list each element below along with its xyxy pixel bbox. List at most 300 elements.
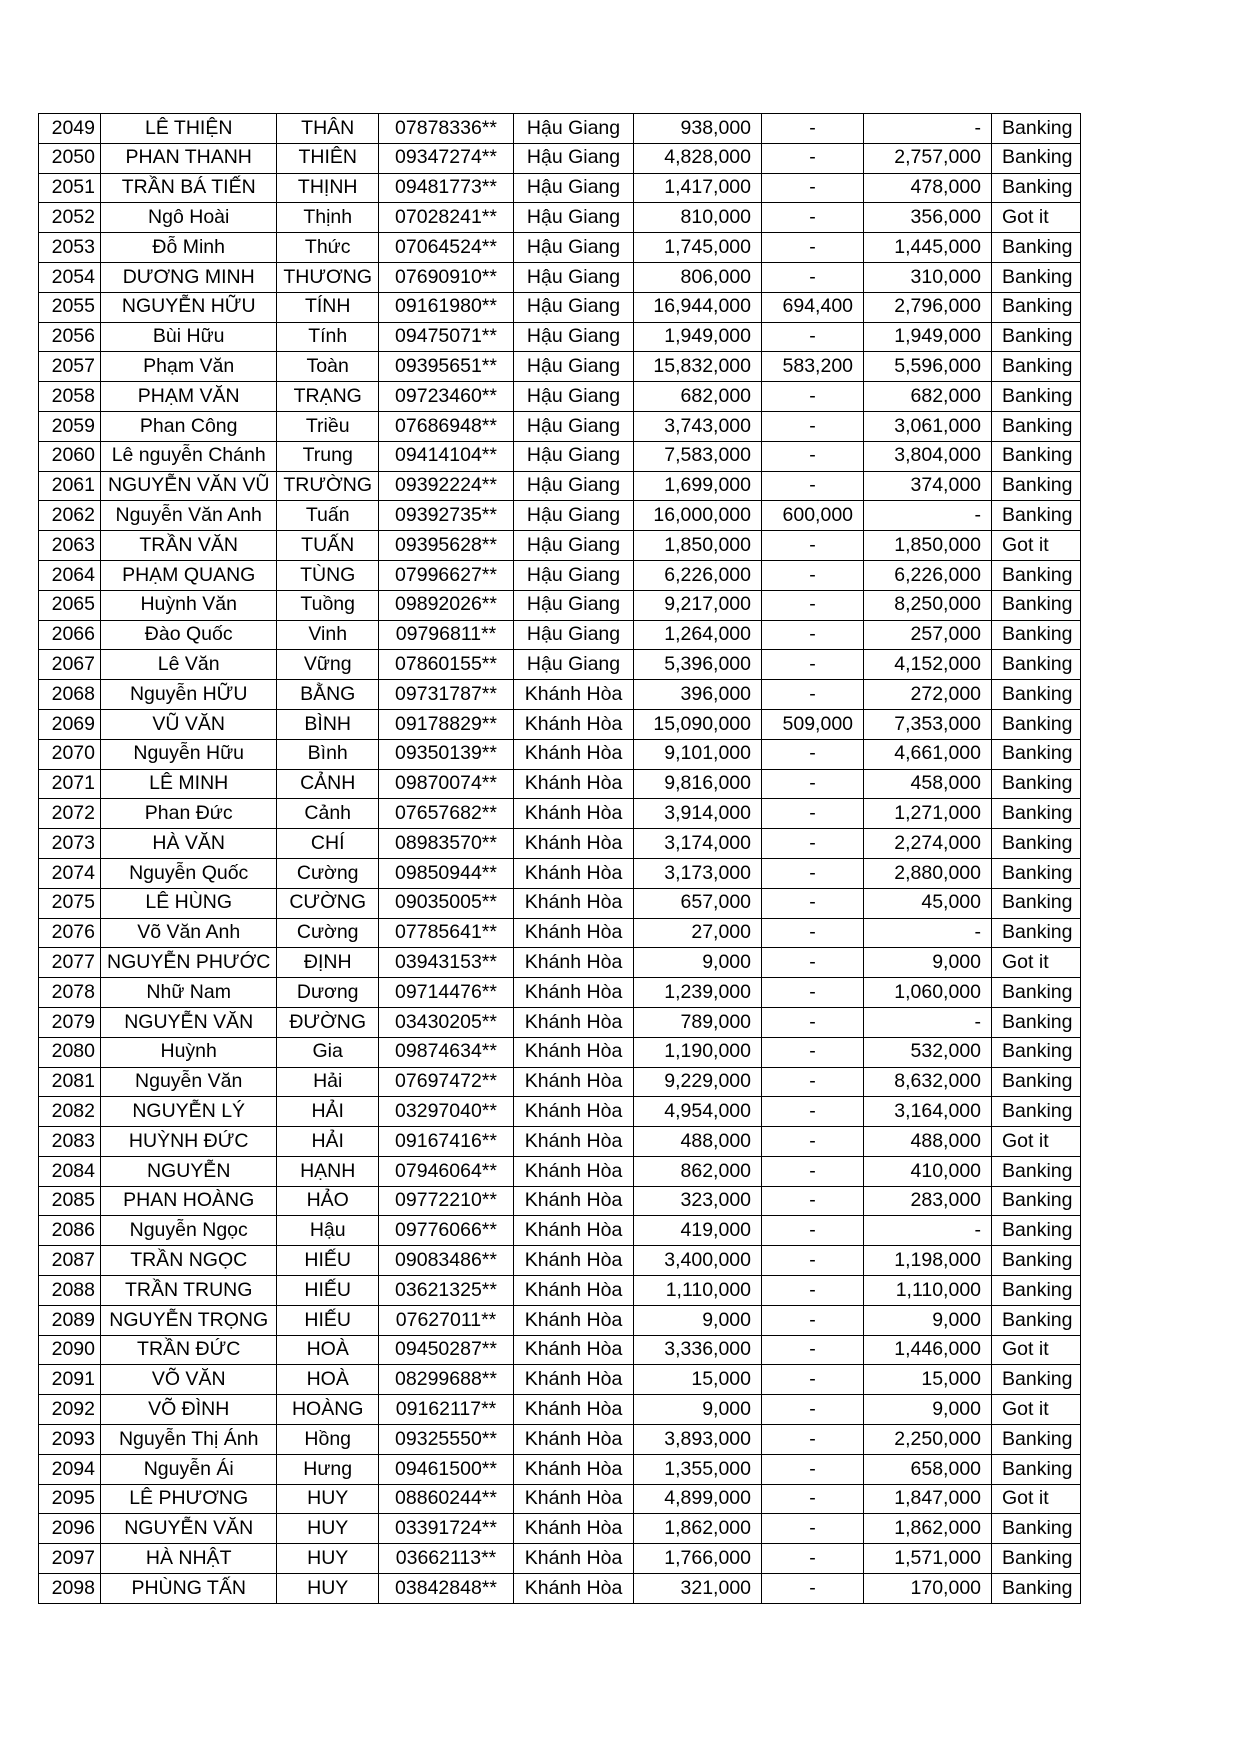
table-row: [39, 620, 1081, 650]
amount-cell: 3,893,000: [634, 1425, 762, 1455]
row-number-cell: 2060: [39, 441, 101, 471]
amount-cell: 3,174,000: [634, 829, 762, 859]
surname-cell: HUỲNH ĐỨC: [101, 1127, 277, 1157]
surname-cell: Lê Văn: [101, 650, 277, 680]
row-number-cell: 2082: [39, 1097, 101, 1127]
amount-cell: 9,229,000: [634, 1067, 762, 1097]
table-row: [39, 1186, 1081, 1216]
row-number-cell: 2083: [39, 1127, 101, 1157]
paid-amount-cell: -: [864, 114, 992, 144]
row-number-cell: 2094: [39, 1454, 101, 1484]
payment-method-cell: Banking: [992, 590, 1081, 620]
amount-cell: 9,000: [634, 948, 762, 978]
paid-amount-cell: 45,000: [864, 888, 992, 918]
given-name-cell: CƯỜNG: [277, 888, 379, 918]
table-row: [39, 233, 1081, 263]
given-name-cell: ĐỊNH: [277, 948, 379, 978]
deduction-cell: -: [762, 858, 864, 888]
surname-cell: Nguyễn HỮU: [101, 680, 277, 710]
row-number-cell: 2097: [39, 1544, 101, 1574]
given-name-cell: TÍNH: [277, 292, 379, 322]
payment-method-cell: Banking: [992, 471, 1081, 501]
surname-cell: NGUYỄN: [101, 1156, 277, 1186]
paid-amount-cell: 4,152,000: [864, 650, 992, 680]
province-cell: Hậu Giang: [514, 471, 634, 501]
deduction-cell: -: [762, 918, 864, 948]
row-number-cell: 2049: [39, 114, 101, 144]
payment-method-cell: Banking: [992, 620, 1081, 650]
amount-cell: 488,000: [634, 1127, 762, 1157]
table-row: [39, 918, 1081, 948]
paid-amount-cell: 170,000: [864, 1574, 992, 1604]
paid-amount-cell: 1,949,000: [864, 322, 992, 352]
payment-method-cell: Banking: [992, 858, 1081, 888]
given-name-cell: Gia: [277, 1037, 379, 1067]
row-number-cell: 2053: [39, 233, 101, 263]
given-name-cell: THIÊN: [277, 143, 379, 173]
deduction-cell: -: [762, 471, 864, 501]
phone-cell: 07878336**: [379, 114, 514, 144]
table-row: [39, 739, 1081, 769]
surname-cell: Võ Văn Anh: [101, 918, 277, 948]
table-row: [39, 650, 1081, 680]
table-row: [39, 1037, 1081, 1067]
row-number-cell: 2052: [39, 203, 101, 233]
surname-cell: Phạm Văn: [101, 352, 277, 382]
row-number-cell: 2089: [39, 1305, 101, 1335]
phone-cell: 03842848**: [379, 1574, 514, 1604]
payment-method-cell: Got it: [992, 1127, 1081, 1157]
amount-cell: 1,190,000: [634, 1037, 762, 1067]
deduction-cell: -: [762, 322, 864, 352]
given-name-cell: HUY: [277, 1484, 379, 1514]
surname-cell: PHÙNG TẤN: [101, 1574, 277, 1604]
phone-cell: 09392735**: [379, 501, 514, 531]
row-number-cell: 2055: [39, 292, 101, 322]
phone-cell: 09776066**: [379, 1216, 514, 1246]
surname-cell: LÊ HÙNG: [101, 888, 277, 918]
amount-cell: 3,743,000: [634, 411, 762, 441]
row-number-cell: 2056: [39, 322, 101, 352]
payment-method-cell: Banking: [992, 1097, 1081, 1127]
payment-method-cell: Banking: [992, 1216, 1081, 1246]
given-name-cell: Tính: [277, 322, 379, 352]
table-row: [39, 292, 1081, 322]
paid-amount-cell: 488,000: [864, 1127, 992, 1157]
table-row: [39, 471, 1081, 501]
deduction-cell: -: [762, 1246, 864, 1276]
table-row: [39, 1425, 1081, 1455]
phone-cell: 07657682**: [379, 799, 514, 829]
deduction-cell: -: [762, 173, 864, 203]
payment-method-cell: Banking: [992, 918, 1081, 948]
table-row: [39, 501, 1081, 531]
paid-amount-cell: 1,271,000: [864, 799, 992, 829]
amount-cell: 810,000: [634, 203, 762, 233]
surname-cell: LÊ THIỆN: [101, 114, 277, 144]
deduction-cell: -: [762, 233, 864, 263]
phone-cell: 03662113**: [379, 1544, 514, 1574]
deduction-cell: -: [762, 1127, 864, 1157]
surname-cell: Đào Quốc: [101, 620, 277, 650]
given-name-cell: Thức: [277, 233, 379, 263]
surname-cell: Ngô Hoài: [101, 203, 277, 233]
deduction-cell: -: [762, 650, 864, 680]
given-name-cell: Thịnh: [277, 203, 379, 233]
row-number-cell: 2074: [39, 858, 101, 888]
province-cell: Khánh Hòa: [514, 709, 634, 739]
given-name-cell: Hồng: [277, 1425, 379, 1455]
phone-cell: 09350139**: [379, 739, 514, 769]
payment-method-cell: Banking: [992, 114, 1081, 144]
province-cell: Khánh Hòa: [514, 1574, 634, 1604]
given-name-cell: Cường: [277, 918, 379, 948]
deduction-cell: -: [762, 560, 864, 590]
surname-cell: Nguyễn Quốc: [101, 858, 277, 888]
row-number-cell: 2063: [39, 531, 101, 561]
deduction-cell: -: [762, 441, 864, 471]
given-name-cell: HẠNH: [277, 1156, 379, 1186]
phone-cell: 03391724**: [379, 1514, 514, 1544]
surname-cell: NGUYỄN VĂN: [101, 1514, 277, 1544]
deduction-cell: -: [762, 739, 864, 769]
province-cell: Hậu Giang: [514, 411, 634, 441]
surname-cell: NGUYỄN TRỌNG: [101, 1305, 277, 1335]
province-cell: Khánh Hòa: [514, 1484, 634, 1514]
given-name-cell: Trung: [277, 441, 379, 471]
table-row: [39, 1395, 1081, 1425]
payment-method-cell: Banking: [992, 411, 1081, 441]
phone-cell: 07686948**: [379, 411, 514, 441]
amount-cell: 1,355,000: [634, 1454, 762, 1484]
province-cell: Khánh Hòa: [514, 829, 634, 859]
row-number-cell: 2076: [39, 918, 101, 948]
amount-cell: 419,000: [634, 1216, 762, 1246]
table-row: [39, 1365, 1081, 1395]
given-name-cell: Tuồng: [277, 590, 379, 620]
phone-cell: 09395651**: [379, 352, 514, 382]
deduction-cell: -: [762, 680, 864, 710]
paid-amount-cell: 4,661,000: [864, 739, 992, 769]
province-cell: Hậu Giang: [514, 531, 634, 561]
amount-cell: 9,000: [634, 1305, 762, 1335]
amount-cell: 27,000: [634, 918, 762, 948]
payment-method-cell: Banking: [992, 1246, 1081, 1276]
table-row: [39, 978, 1081, 1008]
province-cell: Khánh Hòa: [514, 769, 634, 799]
payment-method-cell: Banking: [992, 143, 1081, 173]
row-number-cell: 2069: [39, 709, 101, 739]
payment-method-cell: Banking: [992, 352, 1081, 382]
given-name-cell: TRƯỜNG: [277, 471, 379, 501]
deduction-cell: -: [762, 1037, 864, 1067]
deduction-cell: -: [762, 1156, 864, 1186]
surname-cell: Huỳnh Văn: [101, 590, 277, 620]
phone-cell: 09161980**: [379, 292, 514, 322]
row-number-cell: 2070: [39, 739, 101, 769]
province-cell: Hậu Giang: [514, 620, 634, 650]
phone-cell: 08983570**: [379, 829, 514, 859]
payment-method-cell: Banking: [992, 382, 1081, 412]
payment-method-cell: Got it: [992, 1484, 1081, 1514]
row-number-cell: 2077: [39, 948, 101, 978]
province-cell: Hậu Giang: [514, 560, 634, 590]
amount-cell: 4,899,000: [634, 1484, 762, 1514]
phone-cell: 09461500**: [379, 1454, 514, 1484]
table-row: [39, 531, 1081, 561]
amount-cell: 862,000: [634, 1156, 762, 1186]
province-cell: Khánh Hòa: [514, 1156, 634, 1186]
surname-cell: NGUYỄN LÝ: [101, 1097, 277, 1127]
surname-cell: Nguyễn Ngọc: [101, 1216, 277, 1246]
table-row: [39, 411, 1081, 441]
payment-method-cell: Got it: [992, 203, 1081, 233]
deduction-cell: -: [762, 1365, 864, 1395]
surname-cell: VŨ VĂN: [101, 709, 277, 739]
row-number-cell: 2051: [39, 173, 101, 203]
deduction-cell: -: [762, 1335, 864, 1365]
payment-method-cell: Banking: [992, 650, 1081, 680]
phone-cell: 09395628**: [379, 531, 514, 561]
table-row: [39, 769, 1081, 799]
paid-amount-cell: 1,445,000: [864, 233, 992, 263]
given-name-cell: HẢI: [277, 1097, 379, 1127]
given-name-cell: Tuấn: [277, 501, 379, 531]
paid-amount-cell: 6,226,000: [864, 560, 992, 590]
data-table: [38, 113, 1081, 1604]
amount-cell: 6,226,000: [634, 560, 762, 590]
amount-cell: 15,000: [634, 1365, 762, 1395]
given-name-cell: Cường: [277, 858, 379, 888]
surname-cell: PHẠM VĂN: [101, 382, 277, 412]
phone-cell: 09035005**: [379, 888, 514, 918]
table-row: [39, 1127, 1081, 1157]
phone-cell: 09392224**: [379, 471, 514, 501]
surname-cell: NGUYỄN VĂN: [101, 1007, 277, 1037]
given-name-cell: ĐƯỜNG: [277, 1007, 379, 1037]
row-number-cell: 2050: [39, 143, 101, 173]
paid-amount-cell: 658,000: [864, 1454, 992, 1484]
given-name-cell: BÌNH: [277, 709, 379, 739]
table-row: [39, 262, 1081, 292]
row-number-cell: 2062: [39, 501, 101, 531]
province-cell: Hậu Giang: [514, 650, 634, 680]
phone-cell: 09450287**: [379, 1335, 514, 1365]
province-cell: Khánh Hòa: [514, 799, 634, 829]
province-cell: Hậu Giang: [514, 382, 634, 412]
row-number-cell: 2087: [39, 1246, 101, 1276]
given-name-cell: Cảnh: [277, 799, 379, 829]
given-name-cell: HIẾU: [277, 1246, 379, 1276]
amount-cell: 9,101,000: [634, 739, 762, 769]
surname-cell: Nguyễn Văn Anh: [101, 501, 277, 531]
payment-method-cell: Banking: [992, 1514, 1081, 1544]
paid-amount-cell: -: [864, 501, 992, 531]
table-row: [39, 173, 1081, 203]
row-number-cell: 2075: [39, 888, 101, 918]
paid-amount-cell: 682,000: [864, 382, 992, 412]
table-row: [39, 1276, 1081, 1306]
payment-method-cell: Banking: [992, 1574, 1081, 1604]
province-cell: Khánh Hòa: [514, 739, 634, 769]
table-row: [39, 203, 1081, 233]
phone-cell: 03297040**: [379, 1097, 514, 1127]
payment-method-cell: Banking: [992, 888, 1081, 918]
row-number-cell: 2080: [39, 1037, 101, 1067]
table-row: [39, 560, 1081, 590]
amount-cell: 1,862,000: [634, 1514, 762, 1544]
amount-cell: 1,417,000: [634, 173, 762, 203]
amount-cell: 4,828,000: [634, 143, 762, 173]
province-cell: Hậu Giang: [514, 173, 634, 203]
amount-cell: 938,000: [634, 114, 762, 144]
deduction-cell: -: [762, 1305, 864, 1335]
deduction-cell: -: [762, 620, 864, 650]
surname-cell: Phan Công: [101, 411, 277, 441]
row-number-cell: 2058: [39, 382, 101, 412]
paid-amount-cell: 478,000: [864, 173, 992, 203]
given-name-cell: Hậu: [277, 1216, 379, 1246]
surname-cell: DƯƠNG MINH: [101, 262, 277, 292]
table-row: [39, 1305, 1081, 1335]
row-number-cell: 2086: [39, 1216, 101, 1246]
payment-method-cell: Got it: [992, 531, 1081, 561]
paid-amount-cell: 410,000: [864, 1156, 992, 1186]
row-number-cell: 2085: [39, 1186, 101, 1216]
amount-cell: 3,400,000: [634, 1246, 762, 1276]
given-name-cell: HOÀNG: [277, 1395, 379, 1425]
phone-cell: 09475071**: [379, 322, 514, 352]
paid-amount-cell: 1,446,000: [864, 1335, 992, 1365]
deduction-cell: -: [762, 143, 864, 173]
surname-cell: NGUYỄN PHƯỚC: [101, 948, 277, 978]
province-cell: Hậu Giang: [514, 143, 634, 173]
phone-cell: 09162117**: [379, 1395, 514, 1425]
deduction-cell: 600,000: [762, 501, 864, 531]
province-cell: Khánh Hòa: [514, 1335, 634, 1365]
province-cell: Khánh Hòa: [514, 1097, 634, 1127]
row-number-cell: 2064: [39, 560, 101, 590]
surname-cell: Nguyễn Thị Ánh: [101, 1425, 277, 1455]
payment-method-cell: Banking: [992, 262, 1081, 292]
deduction-cell: -: [762, 1067, 864, 1097]
province-cell: Hậu Giang: [514, 114, 634, 144]
phone-cell: 09850944**: [379, 858, 514, 888]
amount-cell: 1,699,000: [634, 471, 762, 501]
paid-amount-cell: 532,000: [864, 1037, 992, 1067]
amount-cell: 1,264,000: [634, 620, 762, 650]
table-row: [39, 1007, 1081, 1037]
deduction-cell: -: [762, 769, 864, 799]
province-cell: Khánh Hòa: [514, 1425, 634, 1455]
paid-amount-cell: 8,250,000: [864, 590, 992, 620]
row-number-cell: 2088: [39, 1276, 101, 1306]
row-number-cell: 2054: [39, 262, 101, 292]
deduction-cell: -: [762, 1454, 864, 1484]
amount-cell: 1,766,000: [634, 1544, 762, 1574]
paid-amount-cell: -: [864, 1007, 992, 1037]
amount-cell: 323,000: [634, 1186, 762, 1216]
paid-amount-cell: 2,880,000: [864, 858, 992, 888]
deduction-cell: -: [762, 1276, 864, 1306]
table-row: [39, 1216, 1081, 1246]
province-cell: Khánh Hòa: [514, 680, 634, 710]
deduction-cell: -: [762, 1186, 864, 1216]
deduction-cell: 509,000: [762, 709, 864, 739]
surname-cell: NGUYỄN VĂN VŨ: [101, 471, 277, 501]
payment-method-cell: Banking: [992, 978, 1081, 1008]
table-row: [39, 590, 1081, 620]
paid-amount-cell: 1,850,000: [864, 531, 992, 561]
payment-method-cell: Banking: [992, 1007, 1081, 1037]
province-cell: Khánh Hòa: [514, 1127, 634, 1157]
given-name-cell: HUY: [277, 1514, 379, 1544]
paid-amount-cell: 272,000: [864, 680, 992, 710]
phone-cell: 07785641**: [379, 918, 514, 948]
given-name-cell: HOÀ: [277, 1365, 379, 1395]
paid-amount-cell: 1,198,000: [864, 1246, 992, 1276]
table-row: [39, 143, 1081, 173]
surname-cell: TRẦN BÁ TIẾN: [101, 173, 277, 203]
payment-method-cell: Banking: [992, 1067, 1081, 1097]
surname-cell: TRẦN VĂN: [101, 531, 277, 561]
deduction-cell: -: [762, 382, 864, 412]
surname-cell: LÊ PHƯƠNG: [101, 1484, 277, 1514]
amount-cell: 3,914,000: [634, 799, 762, 829]
deduction-cell: -: [762, 1216, 864, 1246]
phone-cell: 09347274**: [379, 143, 514, 173]
payment-method-cell: Banking: [992, 829, 1081, 859]
paid-amount-cell: 7,353,000: [864, 709, 992, 739]
paid-amount-cell: 8,632,000: [864, 1067, 992, 1097]
payment-method-cell: Banking: [992, 1156, 1081, 1186]
province-cell: Khánh Hòa: [514, 1276, 634, 1306]
province-cell: Hậu Giang: [514, 292, 634, 322]
given-name-cell: Dương: [277, 978, 379, 1008]
province-cell: Hậu Giang: [514, 262, 634, 292]
table-row: [39, 829, 1081, 859]
phone-cell: 07064524**: [379, 233, 514, 263]
paid-amount-cell: 283,000: [864, 1186, 992, 1216]
province-cell: Khánh Hòa: [514, 1246, 634, 1276]
amount-cell: 1,949,000: [634, 322, 762, 352]
row-number-cell: 2084: [39, 1156, 101, 1186]
surname-cell: Nguyễn Ái: [101, 1454, 277, 1484]
amount-cell: 1,850,000: [634, 531, 762, 561]
table-row: [39, 382, 1081, 412]
payment-method-cell: Banking: [992, 441, 1081, 471]
row-number-cell: 2093: [39, 1425, 101, 1455]
deduction-cell: -: [762, 948, 864, 978]
paid-amount-cell: 9,000: [864, 1305, 992, 1335]
table-row: [39, 1514, 1081, 1544]
payment-method-cell: Banking: [992, 1365, 1081, 1395]
deduction-cell: -: [762, 829, 864, 859]
amount-cell: 806,000: [634, 262, 762, 292]
row-number-cell: 2073: [39, 829, 101, 859]
phone-cell: 08299688**: [379, 1365, 514, 1395]
given-name-cell: Hải: [277, 1067, 379, 1097]
phone-cell: 07627011**: [379, 1305, 514, 1335]
given-name-cell: Triều: [277, 411, 379, 441]
table-row: [39, 680, 1081, 710]
payment-method-cell: Banking: [992, 680, 1081, 710]
table-row: [39, 1156, 1081, 1186]
province-cell: Khánh Hòa: [514, 1454, 634, 1484]
surname-cell: PHAN HOÀNG: [101, 1186, 277, 1216]
province-cell: Khánh Hòa: [514, 1186, 634, 1216]
deduction-cell: 694,400: [762, 292, 864, 322]
